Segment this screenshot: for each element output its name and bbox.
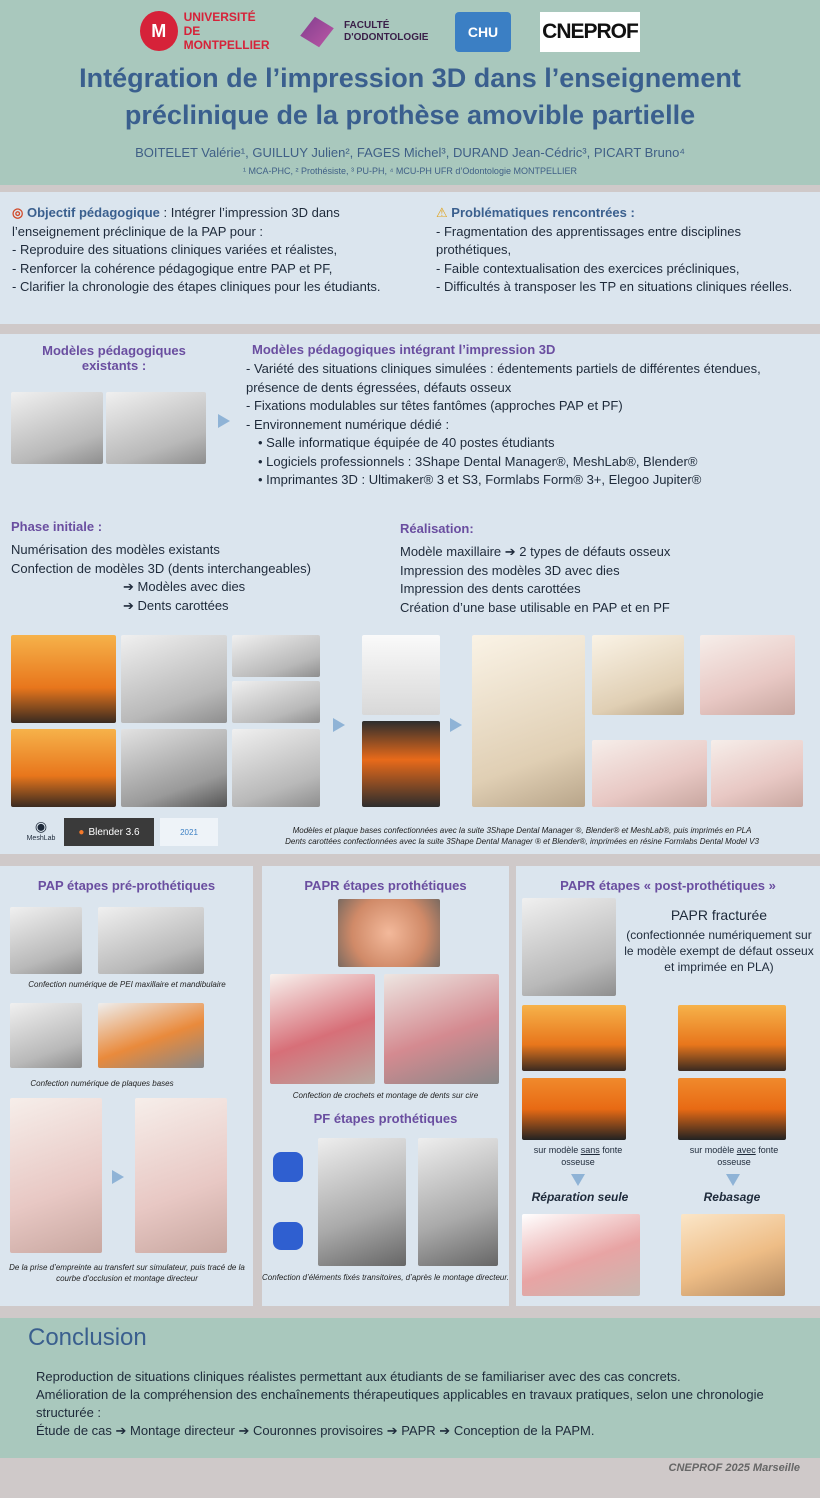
- existing-model-photo-2: [106, 392, 206, 464]
- phase-initiale-line: Numérisation des modèles existants: [11, 542, 220, 557]
- teeth-model-photo-1: [592, 740, 707, 807]
- meshlab-logo: [22, 818, 60, 848]
- modeles-3d-bullet: Imprimantes 3D : Ultimaker® 3 et S3, Formlabs Form® 3+, Elegoo Jupiter®: [266, 472, 702, 487]
- conclusion-heading: Conclusion: [28, 1324, 147, 1351]
- objectif-item: - Renforcer la cohérence pédagogique entre PAP et PF,: [12, 260, 333, 276]
- arrow-right-icon: ➔: [123, 597, 138, 613]
- papr-caption-1: Confection de crochets et montage de dents sur cire: [292, 1091, 479, 1100]
- faculte-mark-icon: [296, 13, 338, 51]
- modeles-3d-item: - Fixations modulables sur têtes fantômes (approches PAP et PF): [246, 398, 623, 413]
- arrow-right-icon: ➔: [386, 1423, 398, 1438]
- problematiques-item: - Difficultés à transposer les TP en situations cliniques réelles.: [436, 279, 793, 294]
- blender-logo: [64, 818, 154, 846]
- left-condition-underlined: sans: [580, 1145, 600, 1155]
- base-plate-orange-render: [98, 1003, 204, 1068]
- phase-initiale-line: Confection de modèles 3D (dents interchangeables): [11, 560, 311, 576]
- modeles-3d-item: - Environnement numérique dédié :: [246, 416, 450, 432]
- fractured-desc: (confectionnée numériquement sur le modèle exempt de défaut osseux et imprimée en PLA): [624, 928, 814, 974]
- realisation-line: Impression des dents carottées: [400, 581, 581, 596]
- poster-title: [0, 60, 820, 134]
- meshlab-icon: ◉: [34, 818, 48, 834]
- target-icon: ◎: [12, 205, 27, 220]
- arrow-right-icon: ➔: [439, 1423, 451, 1438]
- mandibular-model-render: [121, 729, 227, 807]
- model-with-dies-render: [121, 635, 227, 723]
- fixed-elements-photo-1: [318, 1138, 406, 1266]
- problematiques-heading: Problématiques rencontrées :: [451, 205, 635, 220]
- cneprof-logo: CNEPROF: [540, 12, 640, 52]
- logo-fac-line2: D'ODONTOLOGIE: [344, 32, 429, 43]
- printed-teeth-photo: [700, 635, 795, 715]
- printed-teeth-tray-photo: [338, 899, 440, 967]
- papr-heading: PAPR étapes prothétiques: [304, 878, 467, 893]
- blender-icon: ●: [78, 826, 85, 838]
- existing-model-photo-1: [11, 392, 103, 464]
- model-side-render-2: [232, 681, 320, 723]
- arrow-right-icon: [112, 1170, 124, 1184]
- objectif-block: [12, 204, 404, 297]
- arrow-right-icon: ➔: [504, 544, 516, 559]
- modeles-existants-heading: Modèles pédagogiques existants :: [42, 343, 186, 373]
- conclusion-text: [36, 1368, 806, 1440]
- left-condition: sur modèle sans fonte osseuse: [533, 1145, 623, 1167]
- arrow-right-icon: ➔: [238, 1423, 250, 1438]
- logo-fac-line1: FACULTÉ: [344, 20, 390, 31]
- orange-model-render-1: [11, 635, 116, 723]
- arrow-down-icon: [571, 1174, 585, 1186]
- arrow-right-icon: [333, 718, 345, 732]
- fractured-denture-photo: [522, 898, 616, 996]
- modeles-3d-bullet: Logiciels professionnels : 3Shape Dental Manager®, MeshLab®, Blender®: [266, 453, 698, 469]
- blender-label: Blender 3.6: [88, 826, 140, 838]
- printed-model-with-dies-photo: [592, 635, 684, 715]
- pap-pre-caption-3: De la prise d’empreinte au transfert sur simulateur, puis tracé de la courbe d’occlusion et montage directeur: [9, 1263, 245, 1283]
- objectif-heading: Objectif pédagogique: [26, 205, 160, 220]
- right-condition: sur modèle avec fonte osseuse: [689, 1145, 779, 1167]
- problematiques-block: [436, 204, 806, 297]
- models-caption-line: Dents carottées confectionnées avec la suite 3Shape Dental Manager ® et Blender®, imprimées en résine Formlabs Dental Model V3: [285, 837, 759, 846]
- reparation-label: Réparation seule: [531, 1190, 629, 1204]
- phase-initiale-heading: Phase initiale :: [11, 519, 103, 534]
- warning-icon: ⚠: [436, 205, 452, 220]
- pei-render-2: [98, 907, 204, 974]
- articulated-model-render: [232, 729, 320, 807]
- realisation-line: Impression des modèles 3D avec dies: [400, 562, 620, 578]
- phase-initiale-text: [11, 541, 391, 615]
- orange-render-left-2: [522, 1078, 626, 1140]
- papr-post-heading: PAPR étapes « post-prothétiques »: [560, 878, 776, 893]
- impression-photo-after: [135, 1098, 227, 1253]
- modeles-3d-heading: Modèles pédagogiques intégrant l’impression 3D: [252, 342, 556, 357]
- realisation-text: [400, 543, 810, 617]
- realisation-line1a: Modèle maxillaire: [400, 544, 505, 559]
- logo-um-line2: MONTPELLIER: [183, 38, 270, 52]
- pap-pre-caption-2: Confection numérique de plaques bases: [30, 1079, 174, 1088]
- footer-text: CNEPROF 2025 Marseille: [668, 1462, 800, 1474]
- authors: BOITELET Valérie¹, GUILLUY Julien², FAGES Michel³, DURAND Jean-Cédric³, PICART Bruno⁴: [135, 145, 685, 160]
- realisation-heading: Réalisation:: [400, 521, 474, 536]
- logo-um-line1: UNIVERSITÉ DE: [183, 10, 256, 38]
- phase-initiale-arrow-item: Dents carottées: [137, 597, 229, 613]
- formlabs-printer-photo: [362, 721, 440, 807]
- repaired-denture-photo: [522, 1214, 640, 1296]
- dental-manager-logo: 2021: [160, 818, 218, 846]
- orange-render-left-1: [522, 1005, 626, 1071]
- impression-photo-before: [10, 1098, 102, 1253]
- relined-denture-photo: [681, 1214, 785, 1296]
- chu-logo: CHU: [455, 12, 511, 52]
- conclusion-line: Amélioration de la compréhension des enchaînements thérapeutiques applicables en travaux pratiques, selon une chronologie structurée :: [36, 1387, 764, 1420]
- teeth-model-photo-2: [711, 740, 803, 807]
- realisation-line: Création d’une base utilisable en PAP et en PF: [400, 599, 670, 615]
- arrow-right-icon: ➔: [123, 579, 138, 594]
- problematiques-item: - Faible contextualisation des exercices précliniques,: [436, 260, 740, 276]
- fixed-elements-photo-2: [418, 1138, 498, 1266]
- phase-initiale-arrow-item: Modèles avec dies: [137, 579, 246, 594]
- pf-heading: PF étapes prothétiques: [313, 1111, 458, 1126]
- model-side-render-1: [232, 635, 320, 677]
- title-line2: préclinique de la prothèse amovible partielle: [124, 100, 696, 130]
- realisation-line1b: 2 types de défauts osseux: [515, 544, 671, 559]
- arrow-down-icon: [726, 1174, 740, 1186]
- blue-die-2: [273, 1222, 303, 1250]
- objectif-item: - Clarifier la chronologie des étapes cliniques pour les étudiants.: [12, 279, 381, 294]
- orange-render-right-2: [678, 1078, 786, 1140]
- rebasage-label: Rebasage: [703, 1190, 761, 1204]
- arrow-right-icon: [450, 718, 462, 732]
- meshlab-label: MeshLab: [26, 835, 56, 842]
- base-plate-render: [10, 1003, 82, 1068]
- right-condition-underlined: avec: [736, 1145, 756, 1155]
- orange-model-render-2: [11, 729, 116, 807]
- ultimaker-printer-photo: [362, 635, 440, 715]
- pf-caption: Confection d’éléments fixés transitoires, d’après le montage directeur.: [262, 1273, 509, 1282]
- arrow-right-icon: [218, 414, 230, 428]
- pei-render-1: [10, 907, 82, 974]
- problematiques-item: - Fragmentation des apprentissages entre disciplines prothétiques,: [436, 223, 741, 257]
- modeles-3d-item: - Variété des situations cliniques simulées : édentements partiels de différentes étendues, présence de dents égressées, défauts osseux: [246, 361, 761, 395]
- modeles-3d-list: - Variété des situations cliniques simulées : édentements partiels de différentes étendues, présence de dents égressées, défauts osseux - Fixations modulables sur têtes fantômes (approches PAP et PF) - Environnement numérique dédié : • Salle informatique équipée de 40 postes étudiants • Logiciels professionnels : 3Shape Dental Manager®, MeshLab®, Blender® • Imprimantes 3D : Ultimaker® 3 et S3, Formlabs Form® 3+, Elegoo Jupiter®: [246, 360, 806, 490]
- clasps-photo-1: [270, 974, 375, 1084]
- blue-die-1: [273, 1152, 303, 1182]
- orange-render-right-1: [678, 1005, 786, 1071]
- objectif-item: - Reproduire des situations cliniques variées et réalistes,: [12, 242, 338, 257]
- title-line1: Intégration de l’impression 3D dans l’enseignement: [79, 63, 741, 93]
- um-seal-icon: M: [140, 11, 178, 51]
- models-caption-line: Modèles et plaque bases confectionnées avec la suite 3Shape Dental Manager ®, Blender® et MeshLab®, puis imprimés en PLA: [292, 826, 752, 835]
- faculte-odontologie-logo: [296, 10, 446, 54]
- conclusion-chain: Étude de cas ➔ Montage directeur ➔ Couronnes provisoires ➔ PAPR ➔ Conception de la PAPM.: [36, 1423, 595, 1438]
- clasps-photo-2: [384, 974, 499, 1084]
- affiliations: ¹ MCA-PHC, ² Prothésiste, ³ PU-PH, ⁴ MCU-PH UFR d’Odontologie MONTPELLIER: [243, 166, 577, 176]
- universite-montpellier-logo: [140, 8, 270, 54]
- fractured-title: PAPR fracturée: [670, 907, 768, 923]
- objectif-intro: : Intégrer l’impression 3D dans l’enseignement préclinique de la PAP pour :: [12, 205, 340, 239]
- printed-models-photo: [472, 635, 585, 807]
- models-caption: [232, 825, 812, 847]
- pap-pre-caption-1: Confection numérique de PEI maxillaire et mandibulaire: [28, 980, 226, 989]
- modeles-3d-bullet: Salle informatique équipée de 40 postes étudiants: [266, 435, 555, 450]
- conclusion-line: Reproduction de situations cliniques réalistes permettant aux étudiants de se familiariser avec des cas concrets.: [36, 1369, 681, 1384]
- arrow-right-icon: ➔: [115, 1423, 127, 1438]
- pap-pre-heading: PAP étapes pré-prothétiques: [37, 878, 216, 893]
